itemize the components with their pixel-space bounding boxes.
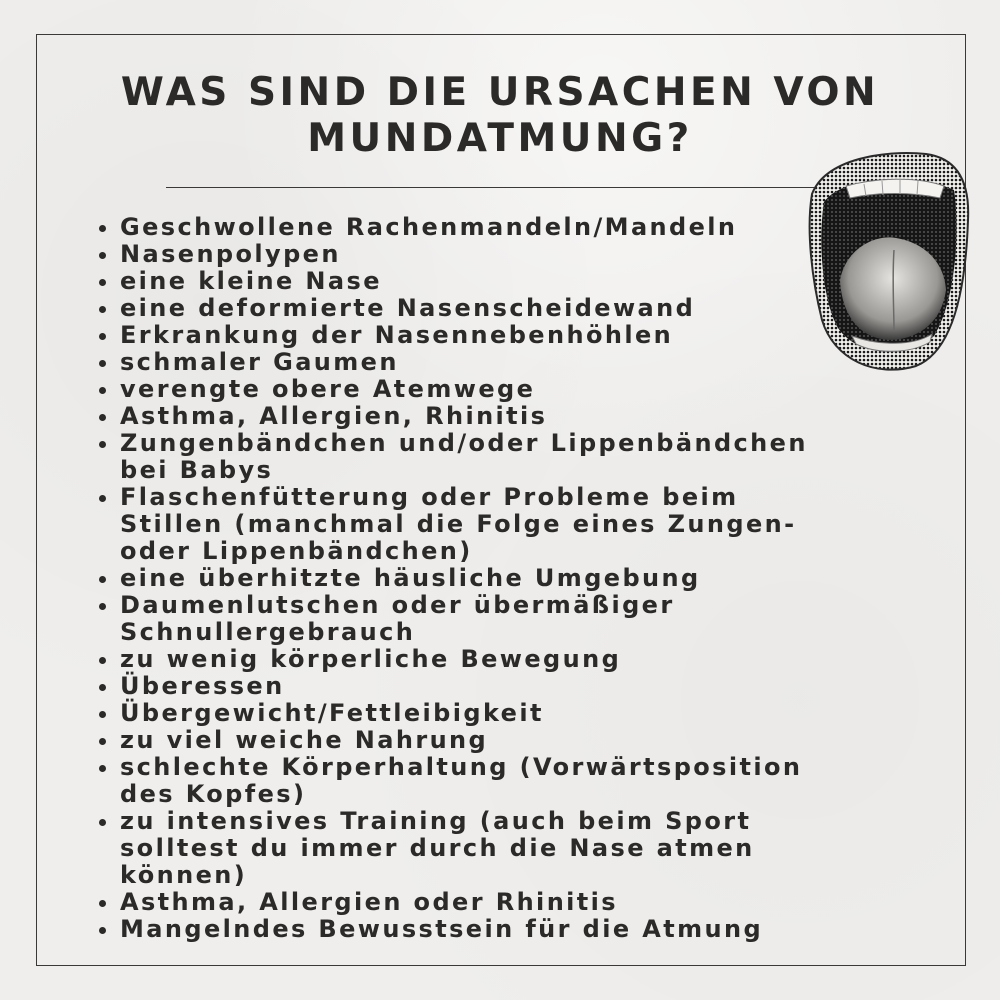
list-item-text: bei Babys [120,456,274,484]
list-item-text: Schnullergebrauch [120,618,416,646]
list-item-text: Übergewicht/Fettleibigkeit [120,699,544,727]
list-item [96,403,876,430]
list-item [96,700,876,727]
list-item [96,241,876,268]
list-item-text: oder Lippenbändchen) [120,537,473,565]
bullet-icon [99,819,106,826]
list-item-text: eine kleine Nase [120,267,382,295]
list-item-text: schmaler Gaumen [120,348,399,376]
list-item-text: Flaschenfütterung oder Probleme beim [120,483,739,511]
list-item [96,214,876,241]
list-item-text: zu wenig körperliche Bewegung [120,645,622,673]
bullet-icon [99,711,106,718]
bullet-icon [99,252,106,259]
list-item [96,727,876,754]
list-item [96,646,876,673]
bullet-icon [99,333,106,340]
title-line-2: MUNDATMUNG? [307,116,693,161]
bullet-icon [99,603,106,610]
bullet-icon [99,684,106,691]
list-item [96,808,876,889]
bullet-icon [99,657,106,664]
list-item-text: zu viel weiche Nahrung [120,726,489,754]
list-item-text: eine deformierte Nasenscheidewand [120,294,696,322]
bullet-icon [99,738,106,745]
list-item-text: solltest du immer durch die Nase atmen [120,834,755,862]
list-item [96,295,876,322]
bullet-icon [99,765,106,772]
list-item [96,376,876,403]
list-item-text: eine überhitzte häusliche Umgebung [120,564,701,592]
list-item [96,349,876,376]
list-item-text: des Kopfes) [120,780,307,808]
list-item-text: Mangelndes Bewusstsein für die Atmung [120,915,764,943]
list-item [96,673,876,700]
title-divider [166,187,814,188]
list-item-text: zu intensives Training (auch beim Sport [120,807,752,835]
list-item-text: können) [120,861,248,889]
list-item [96,268,876,295]
list-item-text: Zungenbändchen und/oder Lippenbändchen [120,429,808,457]
bullet-icon [99,306,106,313]
list-item-text: Erkrankung der Nasennebenhöhlen [120,321,674,349]
bullet-icon [99,414,106,421]
bullet-icon [99,495,106,502]
bullet-icon [99,225,106,232]
list-item [96,592,876,646]
list-item [96,916,876,943]
list-item-text: Asthma, Allergien oder Rhinitis [120,888,618,916]
bullet-icon [99,387,106,394]
list-item-text: Asthma, Allergien, Rhinitis [120,402,548,430]
list-item [96,430,876,484]
title-line-1: WAS SIND DIE URSACHEN VON [120,70,880,115]
list-item-text: Geschwollene Rachenmandeln/Mandeln [120,213,738,241]
list-item [96,322,876,349]
list-item-text: Überessen [120,672,285,700]
bullet-icon [99,576,106,583]
page-title [60,70,940,162]
list-item-text: Nasenpolypen [120,240,341,268]
bullet-icon [99,900,106,907]
bullet-icon [99,927,106,934]
list-item [96,484,876,565]
list-item-text: schlechte Körperhaltung (Vorwärtsposition [120,753,803,781]
bullet-icon [99,279,106,286]
list-item-text: verengte obere Atemwege [120,375,536,403]
causes-list [96,214,876,943]
bullet-icon [99,441,106,448]
bullet-icon [99,360,106,367]
list-item [96,754,876,808]
list-item-text: Daumenlutschen oder übermäßiger [120,591,675,619]
list-item-text: Stillen (manchmal die Folge eines Zungen- [120,510,797,538]
list-item [96,565,876,592]
list-item [96,889,876,916]
